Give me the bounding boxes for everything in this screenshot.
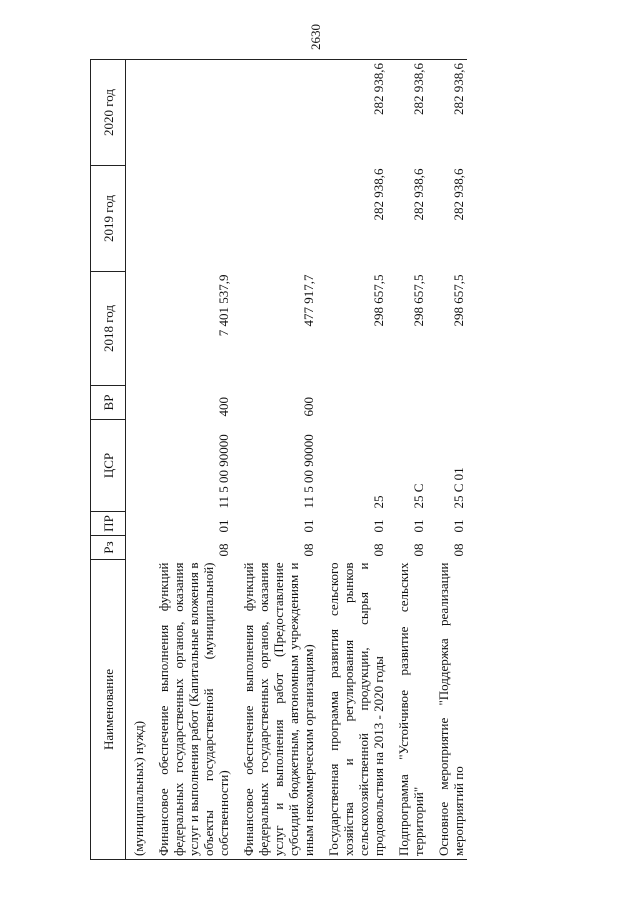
row-csr: 25: [371, 495, 386, 509]
row-2020: 282 938,6: [434, 60, 467, 166]
row-rz: 08: [371, 543, 386, 557]
row-name: (муниципальных) нужд): [126, 560, 148, 860]
row-2019: [126, 166, 148, 272]
row-vr: 400: [216, 397, 231, 417]
row-pr: 01: [411, 519, 426, 533]
header-2018: 2018 год: [91, 272, 126, 386]
row-name: Финансовое обеспечение выполнения функций федеральных государственных органов, оказания услуг и выполнения работ (Предоставление субсидий бюджетным, автономным учреждениям и иным некоммерческим организациям): [239, 560, 317, 860]
row-2019: [154, 166, 232, 272]
budget-table: [90, 59, 467, 860]
row-pr: 01: [451, 519, 466, 533]
header-2020: 2020 год: [91, 60, 126, 166]
row-2018: 298 657,5: [451, 274, 466, 327]
table-row: [394, 60, 427, 860]
row-2018: 477 917,7: [301, 274, 316, 327]
row-rz: 08: [451, 543, 466, 557]
row-rz: [126, 536, 148, 560]
table-row: [324, 60, 387, 860]
row-2020: 282 938,6: [324, 60, 387, 166]
row-vr: 600: [301, 397, 316, 417]
row-csr: 25 С: [411, 483, 426, 509]
row-name: Основное мероприятие "Поддержка реализации мероприятий по: [434, 560, 467, 860]
row-vr: [434, 386, 467, 420]
row-name: Финансовое обеспечение выполнения функций федеральных государственных органов, оказания услуг и выполнения работ (Капитальные вложения в объекты государственной (муниципальной) собственности): [154, 560, 232, 860]
table-row: [154, 60, 232, 860]
row-rz: 08: [301, 543, 316, 557]
row-2020: [239, 60, 317, 166]
page-number: [306, 12, 326, 62]
table-header-row: [91, 60, 126, 860]
row-pr: 01: [301, 519, 316, 533]
row-rz: 08: [216, 543, 231, 557]
row-2019: 282 938,6: [411, 168, 426, 221]
row-vr: [324, 386, 387, 420]
row-csr: 25 С 01: [451, 467, 466, 509]
page-number-text: 2630: [308, 24, 323, 50]
row-pr: [126, 512, 148, 536]
table-row: [126, 60, 148, 860]
row-2020: [126, 60, 148, 166]
header-vr: ВР: [91, 386, 126, 420]
header-name: Наименование: [91, 560, 126, 860]
header-2019: 2019 год: [91, 166, 126, 272]
row-rz: 08: [411, 543, 426, 557]
row-2018: 298 657,5: [371, 274, 386, 327]
row-2019: [239, 166, 317, 272]
row-csr: [126, 420, 148, 512]
row-2020: 282 938,6: [394, 60, 427, 166]
row-vr: [394, 386, 427, 420]
row-2019: 282 938,6: [371, 168, 386, 221]
row-name: Государственная программа развития сельского хозяйства и регулирования рынков сельскохозяйственной продукции, сырья и продовольствия на 2013 - 2020 годы: [324, 560, 387, 860]
row-vr: [126, 386, 148, 420]
header-rz: Рз: [91, 536, 126, 560]
rotated-page: [90, 60, 610, 860]
row-csr: 11 5 00 90000: [301, 434, 316, 509]
row-csr: 11 5 00 90000: [216, 434, 231, 509]
row-2018: 7 401 537,9: [216, 274, 231, 337]
row-2018: 298 657,5: [411, 274, 426, 327]
header-pr: ПР: [91, 512, 126, 536]
row-pr: 01: [216, 519, 231, 533]
row-2018: [126, 272, 148, 386]
row-pr: 01: [371, 519, 386, 533]
header-csr: ЦСР: [91, 420, 126, 512]
row-2019: 282 938,6: [451, 168, 466, 221]
table-row: [434, 60, 467, 860]
table-row: [239, 60, 317, 860]
row-2020: [154, 60, 232, 166]
row-name: Подпрограмма "Устойчивое развитие сельских территорий": [394, 560, 427, 860]
